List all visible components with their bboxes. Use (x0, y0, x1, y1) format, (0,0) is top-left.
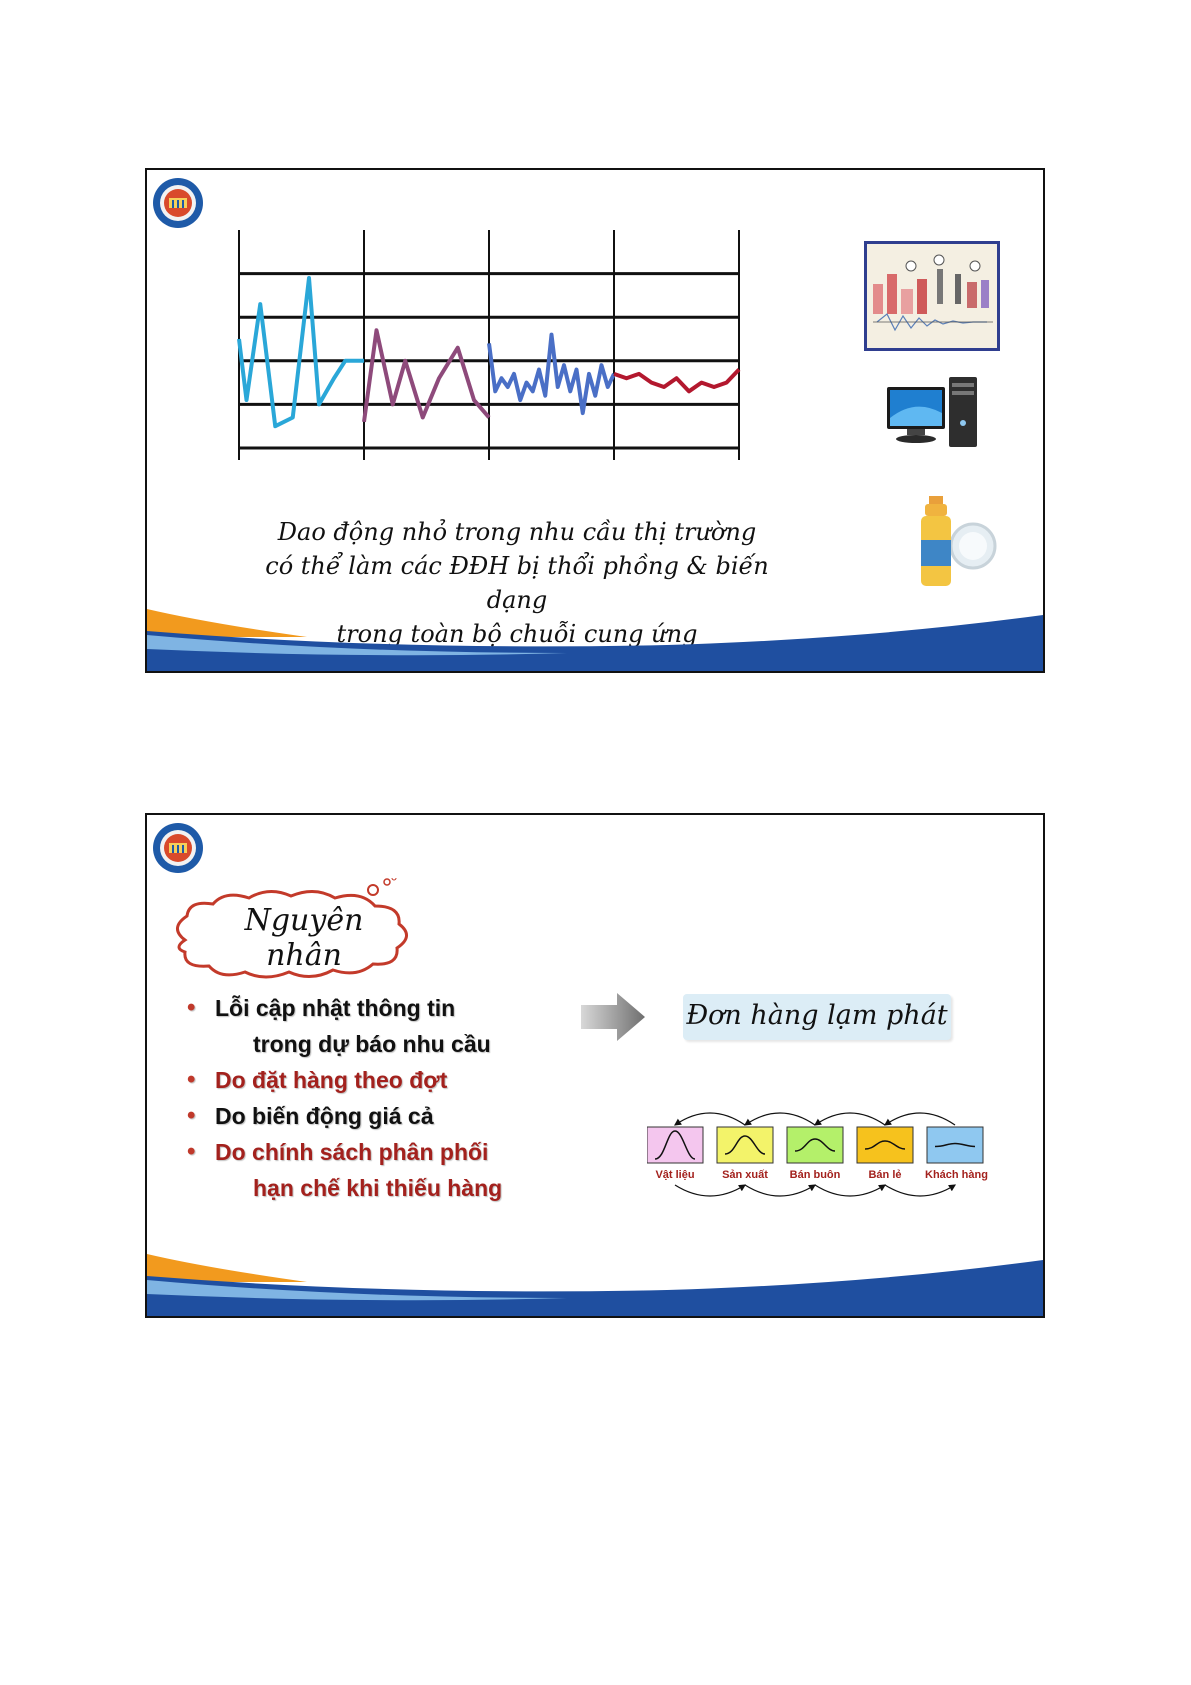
cause-text: Do biến động giá cả (215, 1103, 434, 1129)
cause-item (185, 1134, 625, 1206)
detergent-bottle-icon (919, 496, 997, 588)
chain-label: Bán buôn (789, 1169, 841, 1181)
order-flow-arrow (815, 1113, 885, 1125)
cause-list (185, 990, 625, 1206)
caption-line-3: trong toàn bộ chuỗi cung ứng (336, 620, 698, 648)
caption-line-1: Dao động nhỏ trong nhu cầu thị trường (277, 518, 757, 546)
footer-wave-decoration (147, 1246, 1043, 1316)
cause-text-continued: hạn chế khi thiếu hàng (253, 1175, 503, 1201)
section-title: Nguyên nhân (244, 903, 364, 973)
computer-icon (885, 373, 981, 453)
chain-box (857, 1127, 913, 1163)
chain-box (927, 1127, 983, 1163)
chain-box (787, 1127, 843, 1163)
order-flow-arrow (675, 1113, 745, 1125)
chain-label: Bán lẻ (868, 1169, 902, 1181)
chain-label: Khách hàng (925, 1169, 988, 1181)
university-logo (151, 821, 205, 875)
goods-flow-arrow (675, 1185, 745, 1196)
slide-2 (145, 813, 1045, 1318)
cause-item (185, 1098, 625, 1134)
supply-chain-diagram (647, 1085, 1007, 1205)
chain-label: Vật liệu (655, 1169, 695, 1181)
series-line-segment-2 (364, 330, 489, 422)
chain-box (647, 1127, 703, 1163)
order-flow-arrow (885, 1113, 955, 1125)
goods-flow-arrow (815, 1185, 885, 1196)
cause-text-continued: trong dự báo nhu cầu (253, 1031, 491, 1057)
goods-flow-arrow (885, 1185, 955, 1196)
footer-wave-decoration (147, 601, 1043, 671)
goods-flow-arrow (745, 1185, 815, 1196)
chain-box (717, 1127, 773, 1163)
cause-text: Do đặt hàng theo đợt (215, 1067, 448, 1093)
cause-text: Do chính sách phân phối (215, 1139, 489, 1165)
slide-1 (145, 168, 1045, 673)
series-line-segment-3 (489, 335, 614, 413)
cause-text: Lỗi cập nhật thông tin (215, 995, 456, 1021)
caption-line-2: có thể làm các ĐĐH bị thổi phồng & biến dạng (265, 552, 769, 614)
cause-item (185, 990, 625, 1062)
supply-chain-illustration (864, 241, 1000, 351)
series-line-segment-4 (614, 370, 739, 392)
chain-label: Sản xuất (722, 1169, 768, 1181)
inflated-orders-label: Đơn hàng lạm phát (683, 994, 951, 1040)
order-flow-arrow (745, 1113, 815, 1125)
right-arrow-icon (581, 993, 645, 1041)
cause-item (185, 1062, 625, 1098)
